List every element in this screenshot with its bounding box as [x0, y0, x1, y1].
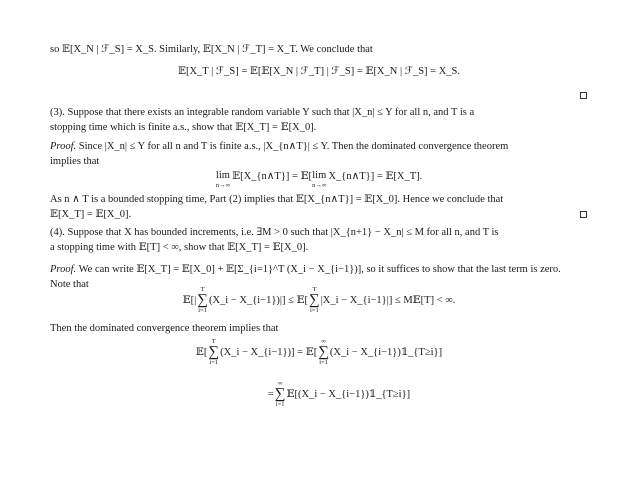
sum-upper: ∞ — [277, 380, 283, 387]
qed-box — [580, 92, 587, 99]
text-line: As n ∧ T is a bounded stopping time, Part (2) implies that 𝔼[X_{n∧T}] = 𝔼[X_0]. Hence we conclude that — [50, 194, 504, 205]
sum-upper: T — [200, 286, 205, 293]
summation — [309, 287, 320, 314]
text-line: 𝔼[X_T] = 𝔼[X_0]. — [50, 209, 132, 220]
text-line: a stopping time with 𝔼[T] < ∞, show that 𝔼[X_T] = 𝔼[X_0]. — [50, 242, 309, 253]
equation — [0, 287, 638, 314]
limit-operator — [216, 171, 230, 189]
equation-part: 𝔼[X_{n∧T}] = 𝔼[ — [232, 171, 313, 182]
qed-box — [580, 211, 587, 218]
sum-symbol: ∑ — [318, 343, 329, 360]
text-line: Note that — [50, 279, 89, 290]
text-line — [50, 264, 561, 277]
sum-lower: i=1 — [198, 306, 207, 314]
equation — [0, 339, 638, 366]
text-line: (3). Suppose that there exists an integrable random variable Y such that |X_n| ≤ Y for all n, and T is a — [50, 107, 475, 118]
text-line: Then the dominated convergence theorem implies that — [50, 323, 279, 334]
limit-text: lim — [215, 170, 230, 181]
sum-symbol: ∑ — [308, 291, 320, 308]
equation — [0, 171, 638, 189]
sum-lower: i=1 — [275, 400, 285, 408]
proof-label: Proof. — [50, 264, 77, 275]
equation-part: 𝔼[(X_i − X_{i−1})𝟙_{T≥i}] — [286, 388, 411, 400]
equation-part: (X_i − X_{i−1})|] ≤ 𝔼[ — [208, 294, 308, 306]
equation-part: 𝔼[| — [182, 294, 197, 306]
text-span: Since |X_n| ≤ Y for all n and T is finite a.s., |X_{n∧T}| ≤ Y. Then the dominated convergence theorem — [76, 141, 509, 152]
equation — [0, 381, 638, 408]
sum-upper: T — [211, 338, 216, 345]
limit-subscript: n→∞ — [312, 181, 327, 189]
equation-part: (X_i − X_{i−1})𝟙_{T≥i}] — [329, 346, 443, 358]
sum-lower: i=1 — [319, 358, 328, 366]
summation — [318, 339, 329, 366]
text-span: We can write 𝔼[X_T] = 𝔼[X_0] + 𝔼[Σ_{i=1}^T (X_i − X_{i−1})], so it suffices to show that the last term is zero. — [76, 264, 561, 275]
summation — [197, 287, 208, 314]
sum-upper: T — [312, 286, 317, 293]
text-line — [50, 141, 508, 154]
sum-symbol: ∑ — [208, 343, 220, 360]
sum-upper: ∞ — [321, 338, 326, 345]
text-line: implies that — [50, 156, 100, 167]
sum-lower: i=1 — [309, 306, 319, 314]
equation: 𝔼[X_T | ℱ_S] = 𝔼[𝔼[X_N | ℱ_T] | ℱ_S] = 𝔼[X_N | ℱ_S] = X_S. — [177, 66, 461, 77]
text-line: (4). Suppose that X has bounded increments, i.e. ∃M > 0 such that |X_{n+1} − X_n| ≤ M for all n, and T is — [50, 227, 499, 238]
equation-part: 𝔼[ — [195, 346, 208, 358]
sum-symbol: ∑ — [274, 385, 286, 402]
limit-subscript: n→∞ — [215, 181, 231, 189]
equation-part: (X_i − X_{i−1})] = 𝔼[ — [220, 346, 318, 358]
limit-operator — [312, 171, 326, 189]
sum-symbol: ∑ — [197, 291, 208, 308]
limit-text: lim — [312, 170, 327, 181]
summation — [208, 339, 219, 366]
proof-label: Proof. — [50, 141, 77, 152]
equation-part: |X_i − X_{i−1}|] ≤ M𝔼[T] < ∞. — [320, 294, 456, 306]
equation-part: X_{n∧T}] = 𝔼[X_T]. — [328, 171, 423, 182]
text-line: stopping time which is finite a.s., show that 𝔼[X_T] = 𝔼[X_0]. — [50, 122, 317, 133]
text-line: so 𝔼[X_N | ℱ_S] = X_S. Similarly, 𝔼[X_N | ℱ_T] = X_T. We conclude that — [50, 44, 373, 55]
sum-lower: i=1 — [209, 358, 219, 366]
summation — [275, 381, 286, 408]
equation-part: = — [267, 388, 274, 400]
